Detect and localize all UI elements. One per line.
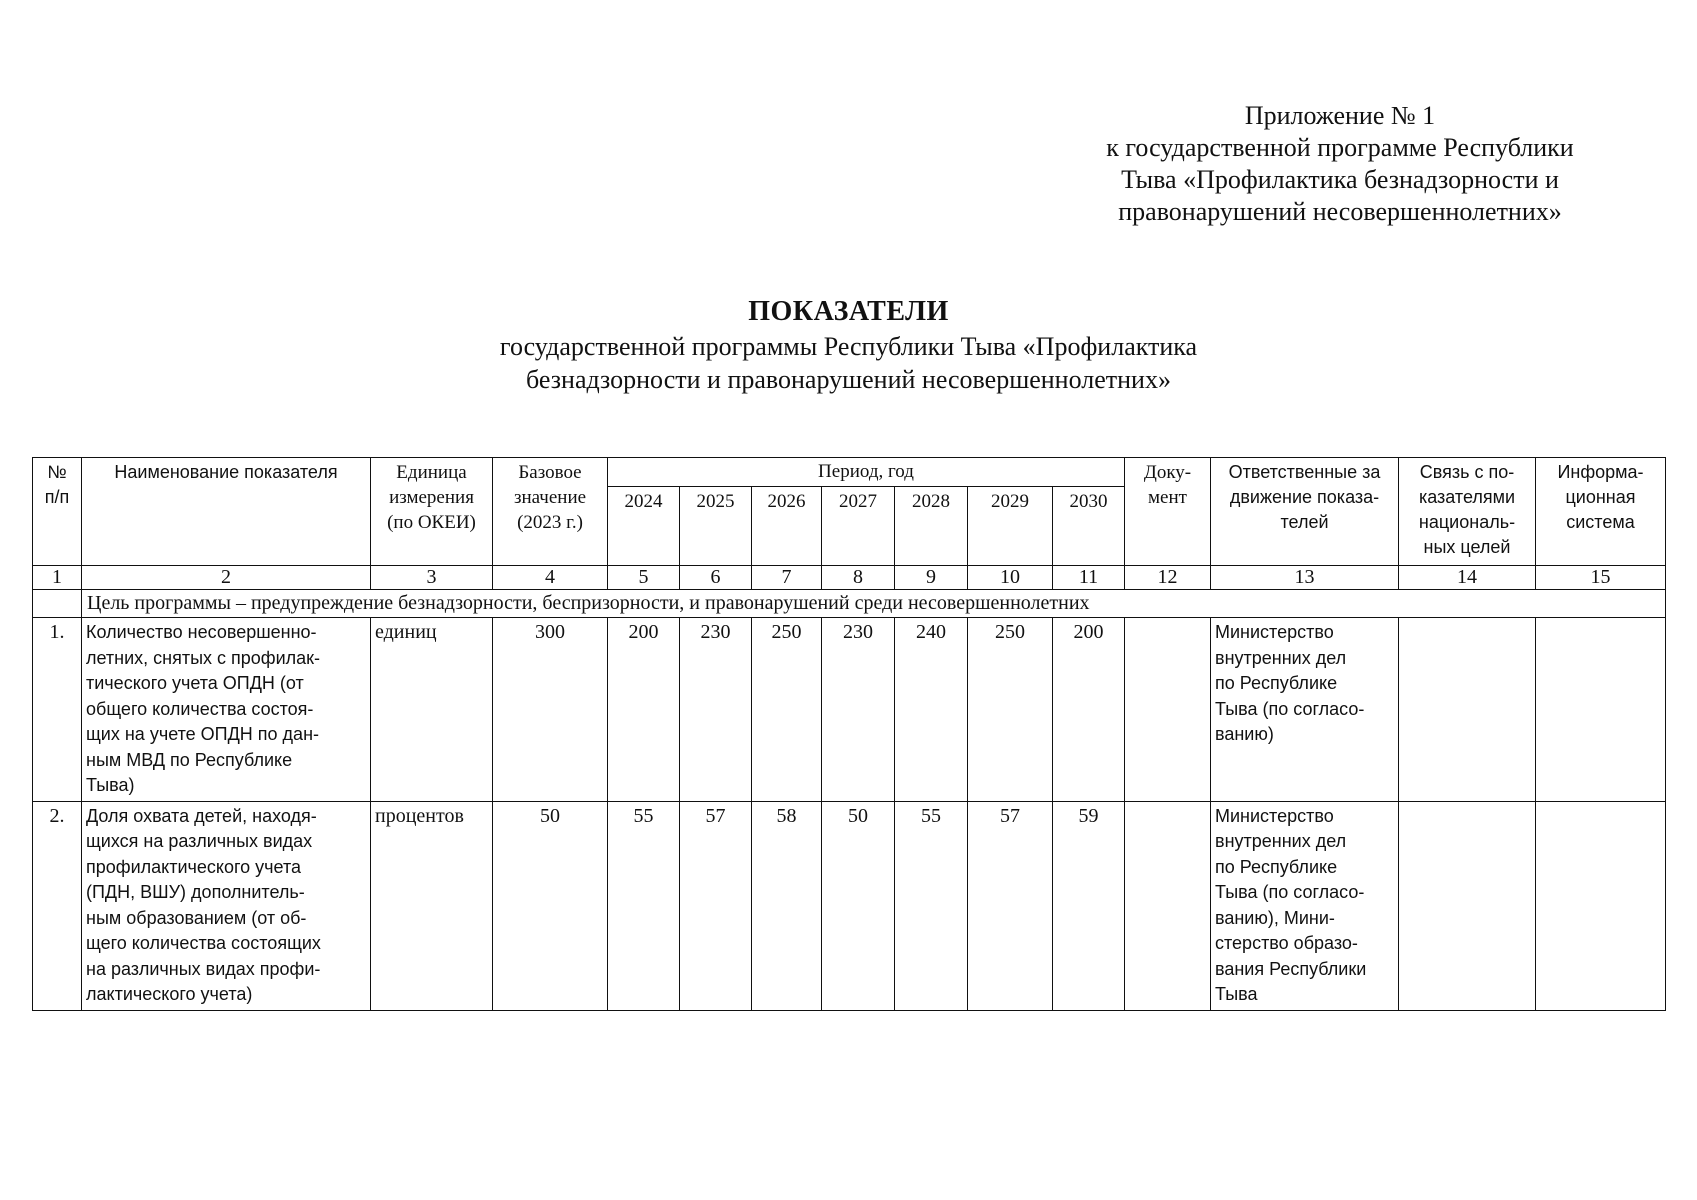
header-unit: Единица измерения (по ОКЕИ) (371, 458, 493, 566)
row-link (1399, 618, 1536, 802)
row-value: 230 (680, 618, 752, 802)
document-title: ПОКАЗАТЕЛИ (748, 296, 949, 327)
header-base: Базовое значение (2023 г.) (493, 458, 608, 566)
row-value: 59 (1053, 801, 1125, 1010)
goal-row (33, 590, 1666, 618)
column-number: 9 (895, 566, 968, 590)
row-value: 57 (968, 801, 1053, 1010)
column-number: 5 (608, 566, 680, 590)
column-number: 7 (752, 566, 822, 590)
goal-num-cell (33, 590, 82, 618)
column-number: 3 (371, 566, 493, 590)
row-value: 240 (895, 618, 968, 802)
header-link: Связь с по- казателями националь- ных целей (1399, 458, 1536, 566)
header-name: Наименование показателя (82, 458, 371, 566)
row-value: 200 (1053, 618, 1125, 802)
row-value: 250 (752, 618, 822, 802)
column-number: 14 (1399, 566, 1536, 590)
appendix-line: Тыва «Профилактика безнадзорности и (1121, 165, 1559, 194)
header-num: № п/п (33, 458, 82, 566)
appendix-line: Приложение № 1 (1244, 101, 1436, 130)
row-name: Доля охвата детей, находя- щихся на различных видах профилактического учета (ПДН, ВШУ) дополнитель- ным образованием (от об- щего количества состоящих на различных видах профи- лактического учета) (82, 801, 371, 1010)
table-row (33, 618, 1666, 802)
column-number: 15 (1536, 566, 1666, 590)
row-value: 50 (822, 801, 895, 1010)
row-value: 55 (608, 801, 680, 1010)
row-link (1399, 801, 1536, 1010)
appendix-note (1060, 100, 1620, 228)
row-doc (1125, 801, 1211, 1010)
row-responsible: Министерство внутренних дел по Республике Тыва (по согласо- ванию) (1211, 618, 1399, 802)
row-num: 1. (33, 618, 82, 802)
appendix-line: правонарушений несовершеннолетних» (1118, 197, 1562, 226)
header-year: 2024 (608, 487, 680, 566)
row-value: 57 (680, 801, 752, 1010)
column-number: 1 (33, 566, 82, 590)
column-number: 11 (1053, 566, 1125, 590)
header-info: Информа- ционная система (1536, 458, 1666, 566)
column-number: 13 (1211, 566, 1399, 590)
column-number: 8 (822, 566, 895, 590)
row-value: 230 (822, 618, 895, 802)
header-year: 2026 (752, 487, 822, 566)
subtitle-line: государственной программы Республики Тыва «Профилактика (499, 332, 1198, 361)
row-name: Количество несовершенно- летних, снятых с профилак- тического учета ОПДН (от общего количества состоя- щих на учете ОПДН по дан- ным МВД по Республике Тыва) (82, 618, 371, 802)
row-value: 58 (752, 801, 822, 1010)
document-subtitle (0, 330, 1697, 396)
column-number: 10 (968, 566, 1053, 590)
header-year: 2025 (680, 487, 752, 566)
goal-text: Цель программы – предупреждение безнадзорности, беспризорности, и правонарушений среди несовершеннолетних (82, 590, 1666, 618)
subtitle-line: безнадзорности и правонарушений несовершеннолетних» (526, 365, 1171, 394)
column-number: 12 (1125, 566, 1211, 590)
row-value: 55 (895, 801, 968, 1010)
column-numbers-row (33, 566, 1666, 590)
header-responsible: Ответственные за движение показа- телей (1211, 458, 1399, 566)
header-period: Период, год (608, 458, 1125, 487)
header-year: 2027 (822, 487, 895, 566)
column-number: 4 (493, 566, 608, 590)
row-info (1536, 801, 1666, 1010)
appendix-line: к государственной программе Республики (1106, 133, 1574, 162)
column-number: 2 (82, 566, 371, 590)
table-row (33, 801, 1666, 1010)
header-row (33, 458, 1666, 487)
row-unit: единиц (371, 618, 493, 802)
row-info (1536, 618, 1666, 802)
row-value: 200 (608, 618, 680, 802)
row-num: 2. (33, 801, 82, 1010)
header-year: 2029 (968, 487, 1053, 566)
column-number: 6 (680, 566, 752, 590)
row-doc (1125, 618, 1211, 802)
row-value: 250 (968, 618, 1053, 802)
header-doc: Доку- мент (1125, 458, 1211, 566)
row-responsible: Министерство внутренних дел по Республике Тыва (по согласо- ванию), Мини- стерство образо- вания Республики Тыва (1211, 801, 1399, 1010)
indicators-table (32, 457, 1666, 1011)
header-year: 2028 (895, 487, 968, 566)
row-base: 300 (493, 618, 608, 802)
row-unit: процентов (371, 801, 493, 1010)
row-base: 50 (493, 801, 608, 1010)
header-year: 2030 (1053, 487, 1125, 566)
